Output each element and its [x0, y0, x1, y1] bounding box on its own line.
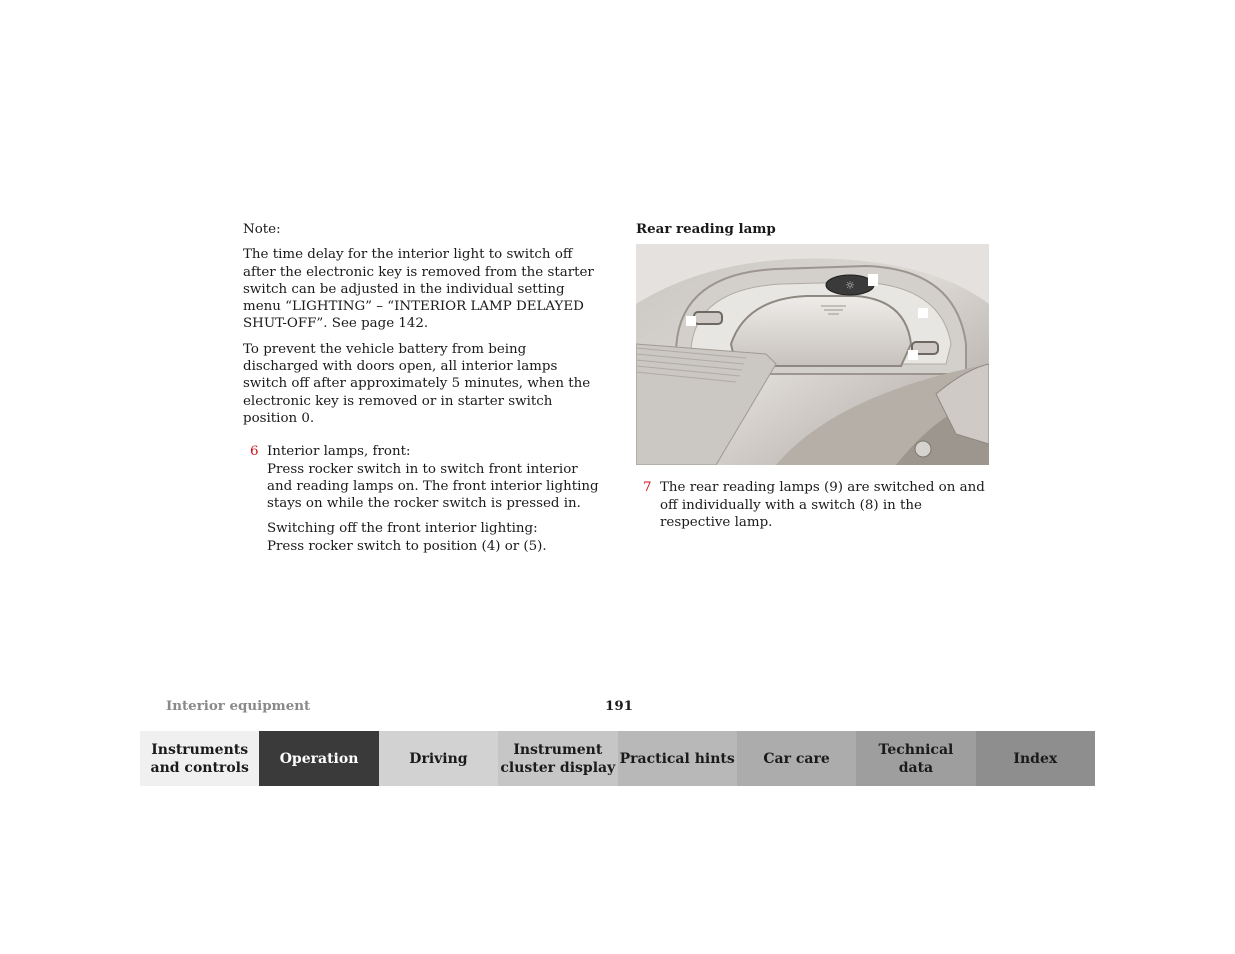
- item-description: Press rocker switch in to switch front interior and reading lamps on. The front interior lighting stays on while the rocker switch is pressed in.: [267, 461, 599, 512]
- note-label: Note:: [243, 222, 281, 237]
- rear-reading-lamp-illustration: [636, 244, 989, 465]
- list-item-front-lamps: [243, 443, 603, 555]
- chapter-tabs: [140, 731, 1095, 786]
- note-paragraph: The time delay for the interior light to switch off after the electronic key is removed from the starter switch can be adjusted in the individual setting menu “LIGHTING” – “INTERIOR LAMP DELAYED SHUT-OFF”. See page 142.: [243, 247, 594, 332]
- tab-index[interactable]: Index: [976, 731, 1095, 786]
- tab-technical-data[interactable]: Technical data: [856, 731, 975, 786]
- section-title: Rear reading lamp: [636, 221, 776, 237]
- item-subheading: Switching off the front interior lighting:: [267, 521, 538, 537]
- item-number: 7: [643, 480, 652, 496]
- left-column: [243, 221, 603, 563]
- item-instruction: Press rocker switch to position (4) or (5).: [267, 538, 547, 554]
- svg-text:☼: ☼: [845, 279, 855, 293]
- tab-instruments-and-controls[interactable]: Instruments and controls: [140, 731, 259, 786]
- item-heading: Interior lamps, front:: [267, 444, 411, 460]
- tab-car-care[interactable]: Car care: [737, 731, 856, 786]
- tab-operation[interactable]: Operation: [259, 731, 378, 786]
- page-number: 191: [605, 698, 633, 714]
- right-column: [636, 221, 990, 539]
- battery-paragraph: To prevent the vehicle battery from being discharged with doors open, all interior lamps switch off after approximately 5 minutes, when the electronic key is removed or in starter switch position 0.: [243, 341, 591, 426]
- list-item-rear-lamps: [636, 479, 990, 531]
- item-number: 6: [250, 444, 259, 460]
- tab-instrument-cluster-display[interactable]: Instrument cluster display: [498, 731, 617, 786]
- rear-reading-lamp-figure: [636, 244, 989, 465]
- tab-practical-hints[interactable]: Practical hints: [618, 731, 737, 786]
- footer-section-title: Interior equipment: [166, 698, 311, 714]
- item-description: The rear reading lamps (9) are switched on and off individually with a switch (8) in the respective lamp.: [660, 480, 985, 530]
- tab-driving[interactable]: Driving: [379, 731, 498, 786]
